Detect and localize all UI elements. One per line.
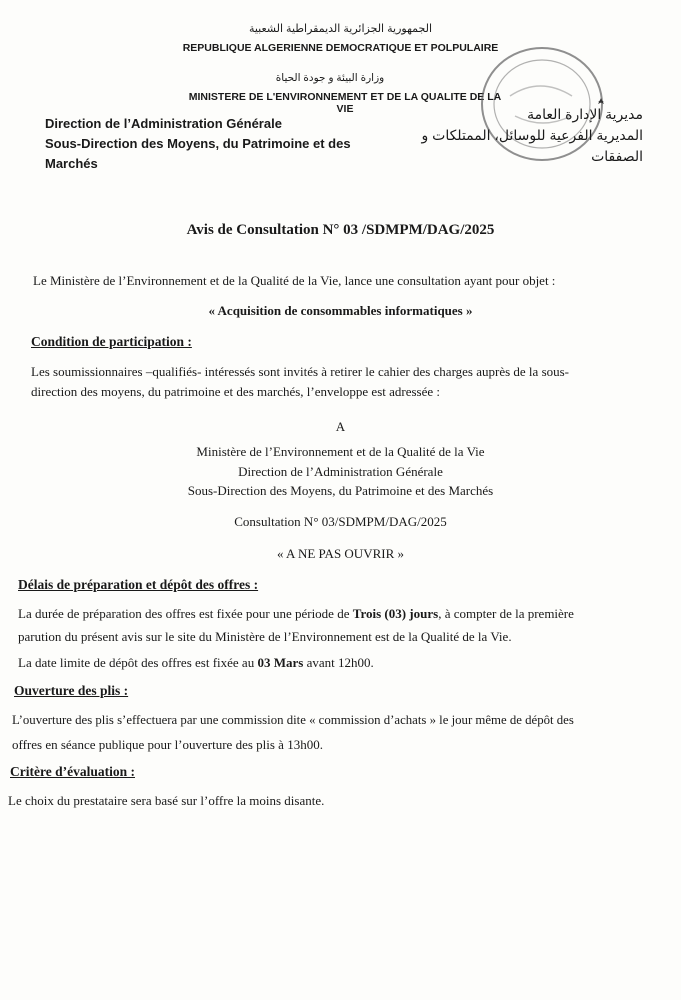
deadline-date: 03 Mars [257, 655, 304, 670]
address-line3: Sous-Direction des Moyens, du Patrimoine et des Marchés [187, 483, 494, 498]
notice-title: Avis de Consultation N° 03 /SDMPM/DAG/2025 [186, 222, 495, 238]
ouverture-line2: offres en séance publique pour l’ouverture des plis à 13h00. [12, 737, 323, 752]
ouverture-line1: L’ouverture des plis s’effectuera par une commission dite « commission d’achats » le jour même de dépôt des [12, 713, 574, 727]
critere-heading: Critère d’évaluation : [10, 764, 135, 779]
address-a: A [335, 419, 346, 434]
participation-line2: direction des moyens, du patrimoine et des marchés, l’enveloppe est adressée : [31, 384, 441, 399]
delais-line2: parution du présent avis sur le site du Ministère de l’Environnement est de la Qualité de la Vie. [18, 629, 512, 644]
address-line2: Direction de l’Administration Générale [238, 464, 443, 479]
participation-line1: Les soumissionnaires –qualifiés- intéressés sont invités à retirer le cahier des charges auprès de la sous- [31, 364, 570, 379]
republic-arabic: الجمهورية الجزائرية الديمقراطية الشعبية [248, 23, 433, 35]
direction-arabic-line3: الصفقات [591, 148, 643, 164]
ouverture-heading: Ouverture des plis : [14, 683, 129, 698]
intro-text: Le Ministère de l’Environnement et de la Qualité de la Vie, lance une consultation ayant pour objet : [33, 273, 556, 288]
delais-heading: Délais de préparation et dépôt des offres : [18, 577, 259, 592]
delais-line3-end: avant 12h00. [303, 655, 374, 670]
critere-line1: Le choix du prestataire sera basé sur l’offre la moins disante. [8, 793, 325, 808]
delais-line3 [18, 652, 678, 674]
delais-line1-start: La durée de préparation des offres est fixée pour une période de [18, 606, 353, 621]
direction-arabic [393, 104, 643, 167]
direction-french-line2: Sous-Direction des Moyens, du Patrimoine et des [45, 136, 351, 151]
delais-line3-start: La date limite de dépôt des offres est fixée au [18, 655, 258, 670]
republic-french: REPUBLIQUE ALGERIENNE DEMOCRATIQUE ET POLPULAIRE [182, 42, 499, 54]
direction-arabic-line1: مديرية الإدارة العامة [527, 106, 643, 122]
consultation-object: « Acquisition de consommables informatiques » [208, 303, 473, 318]
participation-heading: Condition de participation : [31, 334, 192, 349]
delais-line1 [18, 603, 678, 625]
direction-french [45, 114, 385, 174]
ministry-arabic: وزارة البيئة و جودة الحياة [275, 72, 385, 84]
do-not-open-label: « A NE PAS OUVRIR » [276, 546, 405, 561]
delais-line1-end: , à compter de la première [438, 606, 574, 621]
direction-french-line1: Direction de l’Administration Générale [45, 116, 282, 131]
direction-arabic-line2: المديرية الفرعية للوسائل، الممتلكات و [421, 127, 643, 143]
address-consultation: Consultation N° 03/SDMPM/DAG/2025 [234, 514, 447, 529]
address-line1: Ministère de l’Environnement et de la Qualité de la Vie [196, 444, 485, 459]
ministry-french: MINISTERE DE L'ENVIRONNEMENT ET DE LA QUALITE DE LA VIE [188, 91, 502, 115]
delais-duration: Trois (03) jours [352, 606, 439, 621]
direction-french-line3: Marchés [45, 156, 98, 171]
